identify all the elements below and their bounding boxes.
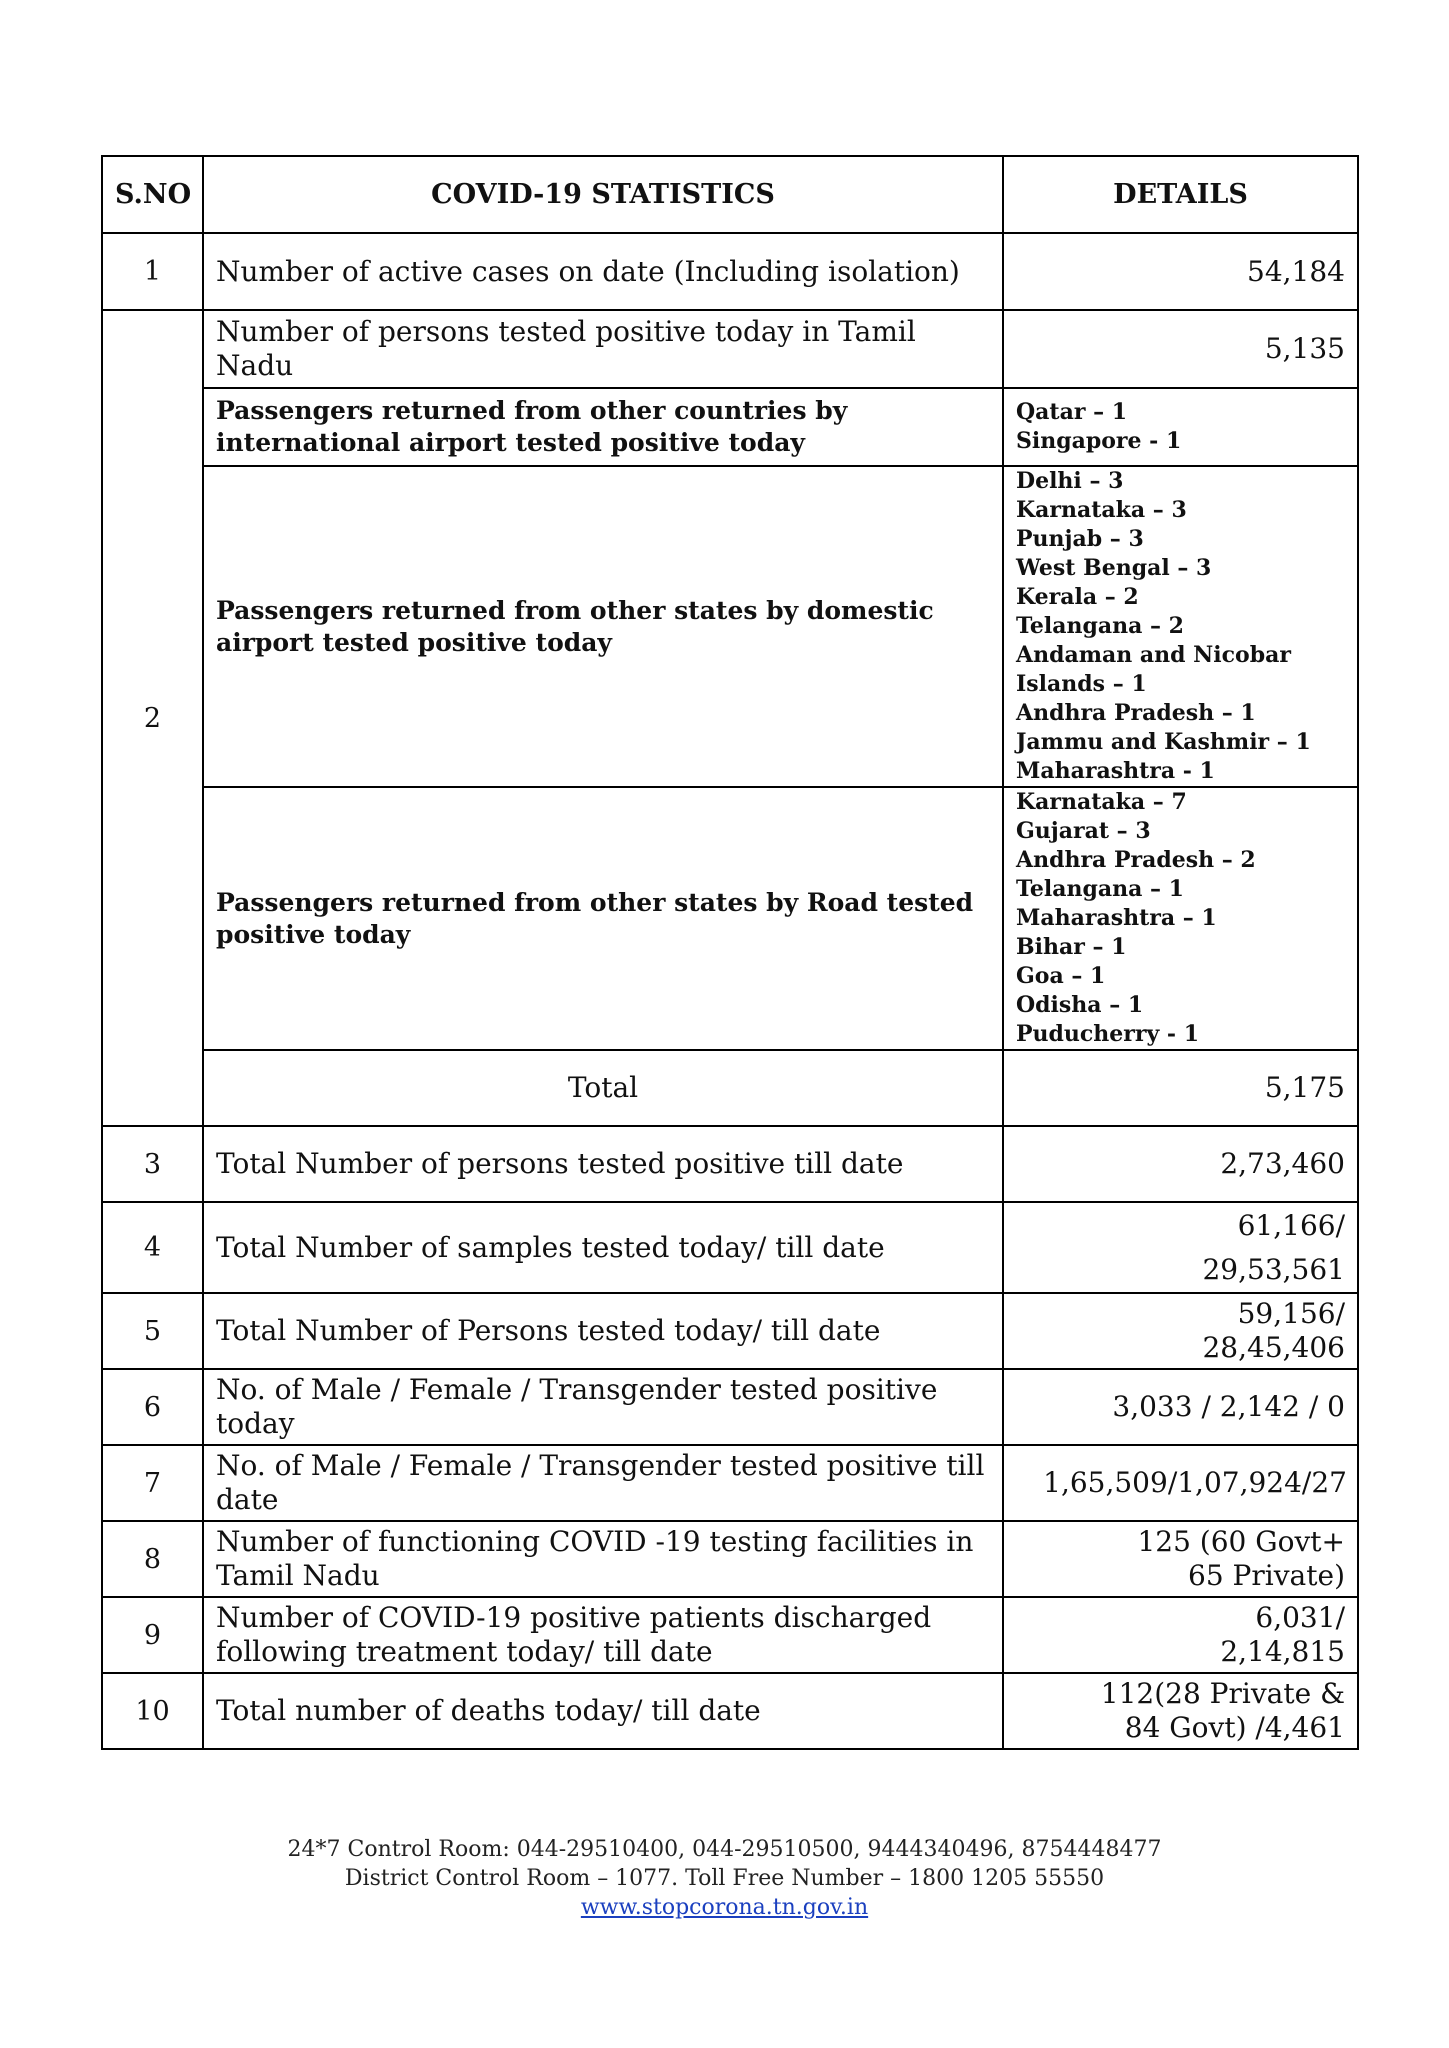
detail-line: 2,14,815 [1220, 1635, 1345, 1668]
district-control-room: District Control Room – 1077. Toll Free Number – 1800 1205 55550 [344, 1866, 1105, 1891]
international-passengers-list [1003, 388, 1358, 466]
row-detail [1003, 1293, 1358, 1369]
detail-line: 59,156/ [1237, 1297, 1345, 1330]
list-item: Telangana – 1 [1016, 876, 1184, 902]
detail-line: 61,166/ [1237, 1208, 1345, 1242]
list-item: Punjab – 3 [1016, 526, 1144, 552]
detail-line: 65 Private) [1188, 1559, 1345, 1592]
list-item: West Bengal – 3 [1016, 555, 1212, 581]
list-item: Karnataka – 3 [1016, 497, 1187, 523]
table-row [102, 1369, 1358, 1445]
total-label: Total [203, 1050, 1003, 1126]
list-item: Gujarat – 3 [1016, 818, 1151, 844]
row-sno: 9 [102, 1597, 203, 1673]
table-row [102, 310, 1358, 388]
detail-line: 112(28 Private & [1100, 1677, 1345, 1710]
list-item: Maharashtra - 1 [1016, 758, 1215, 784]
table-row [102, 1673, 1358, 1749]
table-row [102, 466, 1358, 787]
table-row [102, 1202, 1358, 1293]
row-statistic: Total Number of samples tested today/ till date [203, 1202, 1003, 1293]
list-item: Delhi – 3 [1016, 468, 1124, 494]
table-row [102, 1445, 1358, 1521]
list-item: Maharashtra – 1 [1016, 905, 1217, 931]
row-detail [1003, 1673, 1358, 1749]
website-link[interactable]: www.stopcorona.tn.gov.in [580, 1895, 869, 1920]
row-statistic: Total Number of persons tested positive till date [203, 1126, 1003, 1202]
row-sno: 5 [102, 1293, 203, 1369]
list-item: Singapore - 1 [1016, 428, 1182, 454]
list-item: Goa – 1 [1016, 963, 1106, 989]
row-detail: 54,184 [1003, 233, 1358, 310]
footer [0, 1835, 1449, 1922]
row-sno: 2 [102, 310, 203, 1126]
row-sno: 4 [102, 1202, 203, 1293]
list-item: Andhra Pradesh – 1 [1016, 700, 1256, 726]
detail-line: 28,45,406 [1202, 1331, 1345, 1364]
list-item: Bihar – 1 [1016, 934, 1127, 960]
row-statistic: Number of persons tested positive today in Tamil Nadu [203, 310, 1003, 388]
header-details: DETAILS [1003, 156, 1358, 233]
table-row [102, 1126, 1358, 1202]
row-sno: 8 [102, 1521, 203, 1597]
control-room-numbers: 24*7 Control Room: 044-29510400, 044-29510500, 9444340496, 8754448477 [287, 1837, 1162, 1862]
row-sno: 1 [102, 233, 203, 310]
list-item: Islands – 1 [1016, 671, 1147, 697]
header-statistics: COVID-19 STATISTICS [203, 156, 1003, 233]
row-sno: 3 [102, 1126, 203, 1202]
road-passengers-list [1003, 787, 1358, 1050]
row-sno: 7 [102, 1445, 203, 1521]
row-statistic: Number of active cases on date (Including isolation) [203, 233, 1003, 310]
row-statistic: Total Number of Persons tested today/ till date [203, 1293, 1003, 1369]
row-statistic: Number of COVID-19 positive patients discharged following treatment today/ till date [203, 1597, 1003, 1673]
list-item: Telangana – 2 [1016, 613, 1184, 639]
list-item: Puducherry - 1 [1016, 1021, 1200, 1047]
detail-line: 6,031/ [1255, 1601, 1345, 1634]
row-sno: 10 [102, 1673, 203, 1749]
table-header-row [102, 156, 1358, 233]
row-detail [1003, 1202, 1358, 1293]
row-detail [1003, 1521, 1358, 1597]
domestic-passengers-list [1003, 466, 1358, 787]
total-value: 5,175 [1003, 1050, 1358, 1126]
table-row [102, 1050, 1358, 1126]
row-sno: 6 [102, 1369, 203, 1445]
list-item: Karnataka – 7 [1016, 789, 1187, 815]
detail-line: 125 (60 Govt+ [1137, 1525, 1345, 1558]
row-statistic: Number of functioning COVID -19 testing facilities in Tamil Nadu [203, 1521, 1003, 1597]
row-statistic: No. of Male / Female / Transgender tested positive till date [203, 1445, 1003, 1521]
table-row [102, 1597, 1358, 1673]
road-passengers-label: Passengers returned from other states by Road tested positive today [203, 787, 1003, 1050]
international-passengers-label: Passengers returned from other countries by international airport tested positive today [203, 388, 1003, 466]
list-item: Odisha – 1 [1016, 992, 1144, 1018]
list-item: Jammu and Kashmir – 1 [1016, 729, 1311, 755]
list-item: Andaman and Nicobar [1016, 642, 1291, 668]
row-statistic: No. of Male / Female / Transgender tested positive today [203, 1369, 1003, 1445]
row-detail: 3,033 / 2,142 / 0 [1003, 1369, 1358, 1445]
table-row [102, 1521, 1358, 1597]
list-item: Andhra Pradesh – 2 [1016, 847, 1256, 873]
list-item: Qatar – 1 [1016, 399, 1128, 425]
table-row [102, 388, 1358, 466]
detail-line: 29,53,561 [1202, 1252, 1345, 1286]
row-detail: 2,73,460 [1003, 1126, 1358, 1202]
header-sno: S.NO [102, 156, 203, 233]
list-item: Kerala – 2 [1016, 584, 1139, 610]
row-detail: 1,65,509/1,07,924/27 [1003, 1445, 1358, 1521]
detail-line: 84 Govt) /4,461 [1124, 1711, 1345, 1744]
row-detail: 5,135 [1003, 310, 1358, 388]
table-row [102, 233, 1358, 310]
table-row [102, 1293, 1358, 1369]
row-detail [1003, 1597, 1358, 1673]
row-statistic: Total number of deaths today/ till date [203, 1673, 1003, 1749]
domestic-passengers-label: Passengers returned from other states by domestic airport tested positive today [203, 466, 1003, 787]
table-row [102, 787, 1358, 1050]
covid-statistics-table [101, 155, 1359, 1750]
